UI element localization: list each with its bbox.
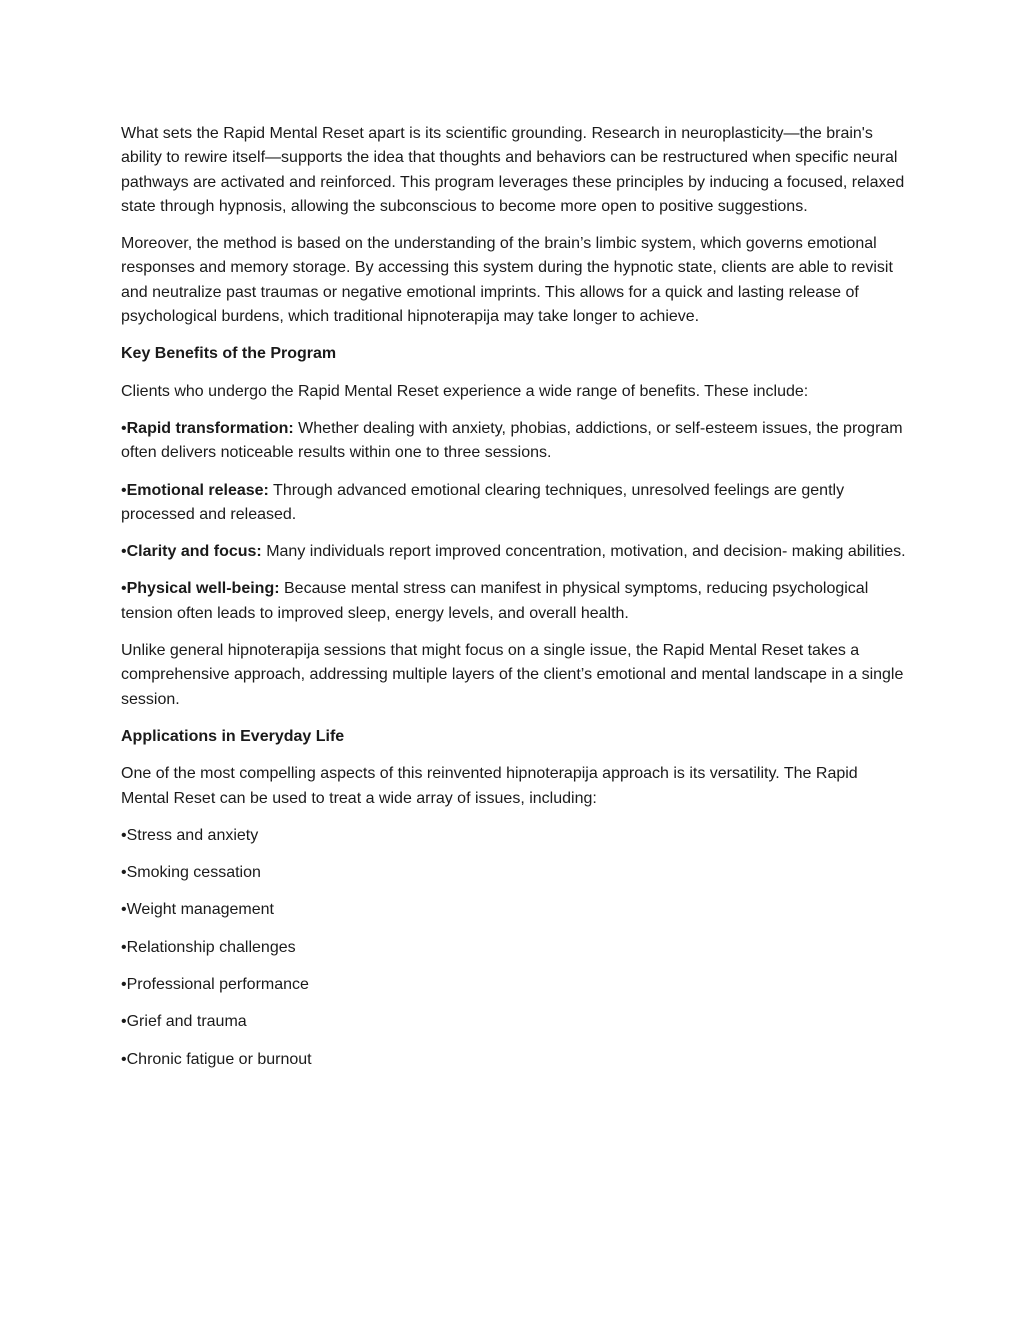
- benefits-closing: Unlike general hipnoterapija sessions that might focus on a single issue, the Rapid Mental Reset takes a comprehensive approach, addressing multiple layers of the client’s emotional and mental landscape in a single session.: [121, 642, 904, 708]
- benefit-text: Through advanced emotional clearing techniques, unresolved feelings are gently processed and released.: [121, 481, 845, 523]
- applications-heading: Applications in Everyday Life: [121, 727, 345, 745]
- benefit-item: [121, 540, 906, 564]
- bullet-icon: •: [121, 976, 127, 994]
- bullet-icon: •: [121, 580, 127, 598]
- list-item-text: Chronic fatigue or burnout: [126, 1050, 312, 1068]
- benefit-text: Many individuals report improved concentration, motivation, and decision- making abilities.: [261, 543, 906, 561]
- bullet-icon: •: [121, 1050, 127, 1068]
- list-item: [121, 861, 906, 885]
- list-item-text: Weight management: [126, 901, 274, 919]
- list-item-text: Stress and anxiety: [126, 826, 259, 844]
- benefits-intro: Clients who undergo the Rapid Mental Reset experience a wide range of benefits. These include:: [121, 382, 809, 400]
- benefit-title: Rapid transformation:: [126, 419, 294, 437]
- bullet-icon: •: [121, 864, 127, 882]
- benefit-title: Clarity and focus:: [126, 543, 262, 561]
- list-item-text: Relationship challenges: [126, 938, 296, 956]
- benefits-heading: Key Benefits of the Program: [121, 345, 337, 363]
- intro-paragraph-2: Moreover, the method is based on the understanding of the brain’s limbic system, which governs emotional responses and memory storage. By accessing this system during the hypnotic state, clients are able to revisit and neutralize past traumas or negative emotional imprints. This allows for a quick and lasting release of psychological burdens, which traditional hipnoterapija may take longer to achieve.: [121, 235, 893, 326]
- benefit-text: Because mental stress can manifest in physical symptoms, reducing psychological tension often leads to improved sleep, energy levels, and overall health.: [121, 580, 869, 622]
- list-item: [121, 824, 906, 848]
- bullet-icon: •: [121, 826, 127, 844]
- benefit-item: [121, 417, 906, 466]
- applications-intro: One of the most compelling aspects of this reinvented hipnoterapija approach is its versatility. The Rapid Mental Reset can be used to treat a wide array of issues, including:: [121, 765, 858, 807]
- list-item: [121, 1048, 906, 1072]
- list-item-text: Grief and trauma: [126, 1013, 247, 1031]
- intro-paragraph-1: What sets the Rapid Mental Reset apart is its scientific grounding. Research in neuroplasticity—the brain's ability to rewire itself—supports the idea that thoughts and behaviors can be restructured when specific neural pathways are activated and reinforced. This program leverages these principles by inducing a focused, relaxed state through hypnosis, allowing the subconscious to become more open to positive suggestions.: [121, 125, 905, 215]
- applications-list: [121, 824, 906, 1072]
- list-item: [121, 1010, 906, 1034]
- benefit-item: [121, 479, 906, 528]
- benefit-title: Physical well-being:: [126, 580, 280, 598]
- benefit-item: [121, 577, 906, 626]
- list-item-text: Smoking cessation: [126, 864, 261, 882]
- benefit-title: Emotional release:: [126, 481, 269, 499]
- list-item: [121, 936, 906, 960]
- document-page: [121, 122, 906, 1085]
- bullet-icon: •: [121, 901, 127, 919]
- bullet-icon: •: [121, 481, 127, 499]
- list-item: [121, 973, 906, 997]
- benefit-text: Whether dealing with anxiety, phobias, addictions, or self-esteem issues, the program often delivers noticeable results within one to three sessions.: [121, 419, 903, 462]
- list-item: [121, 898, 906, 922]
- bullet-icon: •: [121, 543, 127, 561]
- bullet-icon: •: [121, 419, 127, 437]
- bullet-icon: •: [121, 938, 127, 956]
- bullet-icon: •: [121, 1013, 127, 1031]
- list-item-text: Professional performance: [126, 976, 309, 994]
